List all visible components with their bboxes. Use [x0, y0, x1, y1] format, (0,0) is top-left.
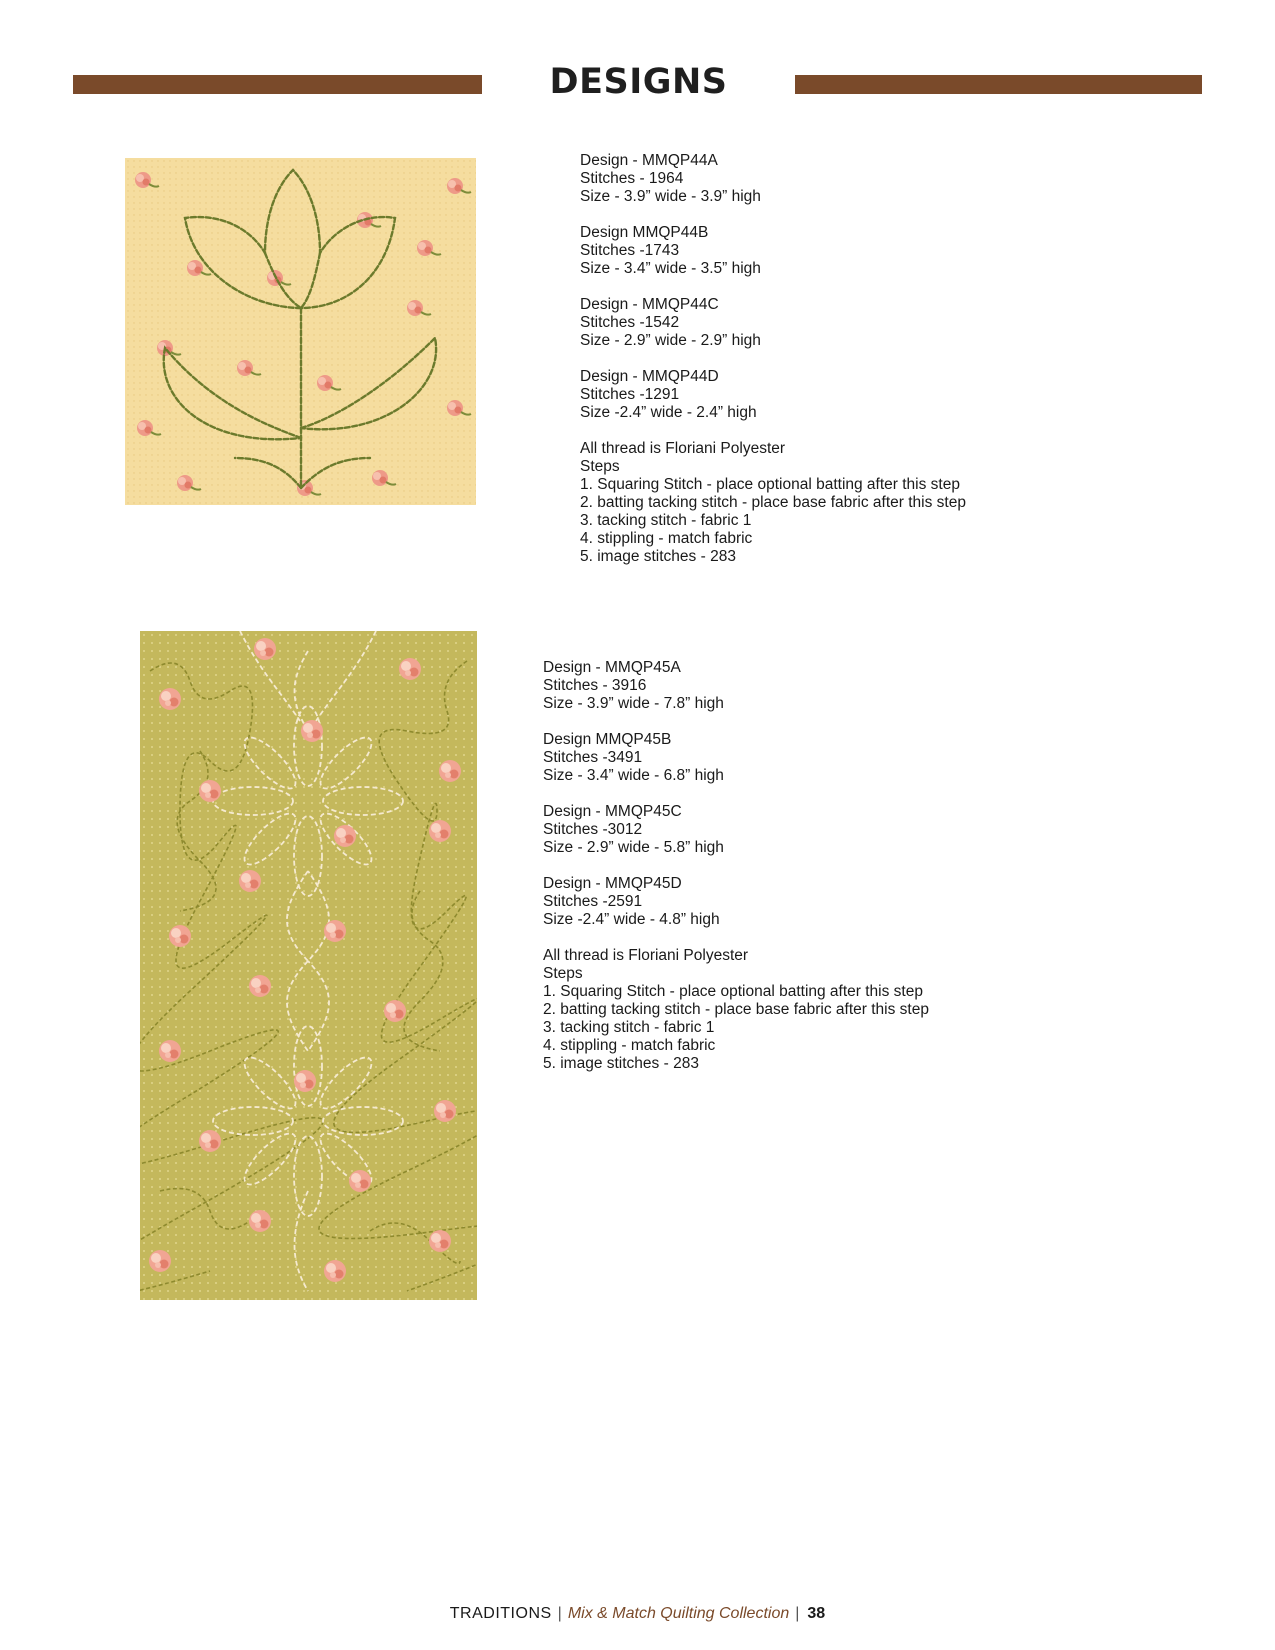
- step-item: 4. stippling - match fabric: [543, 1037, 716, 1054]
- page-heading: DESIGNS: [549, 62, 728, 102]
- step-item: 3. tacking stitch - fabric 1: [580, 512, 752, 529]
- stitch-count: Stitches -3491: [543, 749, 643, 766]
- step-item: 5. image stitches - 283: [580, 548, 736, 565]
- header-rule-left: [73, 75, 482, 94]
- design-id: Design - MMQP45A: [543, 659, 681, 676]
- step-item: 3. tacking stitch - fabric 1: [543, 1019, 715, 1036]
- footer-brand: TRADITIONS: [449, 1605, 552, 1622]
- design-size: Size - 2.9” wide - 2.9” high: [580, 332, 761, 349]
- step-item: 4. stippling - match fabric: [580, 530, 753, 547]
- thread-and-steps: [543, 947, 963, 1073]
- footer-collection-title: Mix & Match Quilting Collection: [567, 1605, 790, 1622]
- page-number: 38: [807, 1605, 826, 1622]
- design-size: Size - 2.9” wide - 5.8” high: [543, 839, 724, 856]
- design-id: Design MMQP44B: [580, 224, 709, 241]
- tulip-quilt-swatch-image: [125, 158, 476, 505]
- design-size: Size - 3.9” wide - 7.8” high: [543, 695, 724, 712]
- footer-separator: |: [557, 1605, 562, 1622]
- stitch-count: Stitches -2591: [543, 893, 643, 910]
- thread-note: All thread is Floriani Polyester: [543, 947, 749, 964]
- design-size: Size - 3.4” wide - 6.8” high: [543, 767, 724, 784]
- page-footer: [0, 1605, 1275, 1623]
- design-size: Size - 3.4” wide - 3.5” high: [580, 260, 761, 277]
- floral-panel-quilt-swatch-image: [140, 631, 477, 1300]
- stitch-count: Stitches - 3916: [543, 677, 647, 694]
- design-id: Design - MMQP44A: [580, 152, 718, 169]
- steps-label: Steps: [580, 458, 620, 475]
- spec-mmqp45d: [543, 875, 963, 929]
- spec-mmqp45b: [543, 731, 963, 785]
- step-item: 1. Squaring Stitch - place optional batting after this step: [543, 983, 923, 1000]
- design-specs-mmqp45: [543, 659, 963, 1073]
- thread-and-steps: [580, 440, 1000, 566]
- design-id: Design - MMQP45C: [543, 803, 682, 820]
- spec-mmqp44c: [580, 296, 1000, 350]
- step-item: 5. image stitches - 283: [543, 1055, 699, 1072]
- design-id: Design - MMQP44C: [580, 296, 719, 313]
- stitch-count: Stitches -1291: [580, 386, 680, 403]
- design-id: Design - MMQP45D: [543, 875, 682, 892]
- step-item: 2. batting tacking stitch - place base fabric after this step: [543, 1001, 929, 1018]
- stitch-count: Stitches - 1964: [580, 170, 684, 187]
- spec-mmqp44a: [580, 152, 1000, 206]
- spec-mmqp44b: [580, 224, 1000, 278]
- design-size: Size - 3.9” wide - 3.9” high: [580, 188, 761, 205]
- step-item: 1. Squaring Stitch - place optional batting after this step: [580, 476, 960, 493]
- design-id: Design MMQP45B: [543, 731, 672, 748]
- stitch-count: Stitches -1542: [580, 314, 680, 331]
- stitch-count: Stitches -3012: [543, 821, 643, 838]
- step-item: 2. batting tacking stitch - place base fabric after this step: [580, 494, 966, 511]
- steps-label: Steps: [543, 965, 583, 982]
- design-size: Size -2.4” wide - 4.8” high: [543, 911, 720, 928]
- design-id: Design - MMQP44D: [580, 368, 719, 385]
- thread-note: All thread is Floriani Polyester: [580, 440, 786, 457]
- header-rule-right: [795, 75, 1202, 94]
- design-specs-mmqp44: [580, 152, 1000, 566]
- footer-separator: |: [795, 1605, 800, 1622]
- spec-mmqp45a: [543, 659, 963, 713]
- stitch-count: Stitches -1743: [580, 242, 680, 259]
- design-size: Size -2.4” wide - 2.4” high: [580, 404, 757, 421]
- spec-mmqp44d: [580, 368, 1000, 422]
- spec-mmqp45c: [543, 803, 963, 857]
